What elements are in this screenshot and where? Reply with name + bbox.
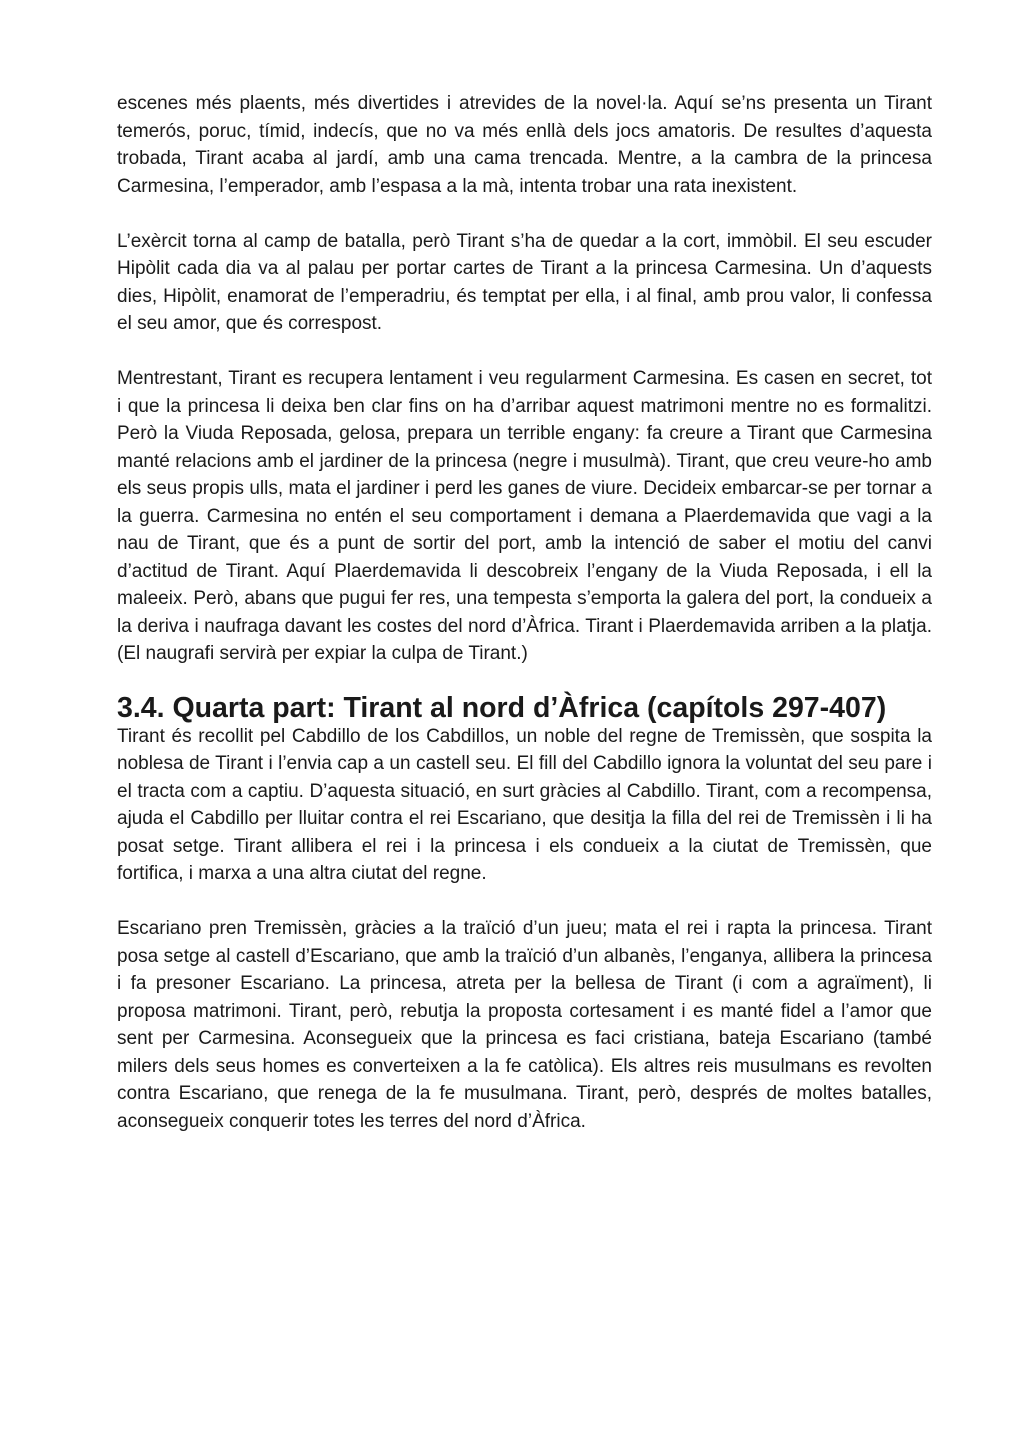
section-heading: 3.4. Quarta part: Tirant al nord d’Àfrica (capítols 297-407) [117, 692, 887, 724]
document-page [117, 90, 932, 1135]
paragraph-army-returns: L’exèrcit torna al camp de batalla, però Tirant s’ha de quedar a la cort, immòbil. El seu escuder Hipòlit cada dia va al palau per portar cartes de Tirant a la princesa Carmesina. Un d’aquests dies, Hipòlit, enamorat de l’emperadriu, és temptat per ella, i al final, amb prou valor, li confessa el seu amor, que és correspost. [117, 230, 932, 334]
paragraph-secret-marriage: Mentrestant, Tirant es recupera lentament i veu regularment Carmesina. Es casen en secret, tot i que la princesa li deixa ben clar fins on ha d’arribar aquest matrimoni mentre no es formalitzi. Però la Viuda Reposada, gelosa, prepara un terrible engany: fa creure a Tirant que Carmesina manté relacions amb el jardiner de la princesa (negre i musulmà). Tirant, que creu veure-ho amb els seus propis ulls, mata el jardiner i perd les ganes de viure. Decideix embarcar-se per tornar a la guerra. Carmesina no entén el seu comportament i demana a Plaerdemavida que vagi a la nau de Tirant, que és a punt de sortir del port, amb la intenció de saber el motiu del canvi d’actitud de Tirant. Aquí Plaerdemavida li descobreix l’engany de la Viuda Reposada, i ell la maleeix. Però, abans que pugui fer res, una tempesta s’emporta la galera del port, la condueix a la deriva i naufraga davant les costes del nord d’Àfrica. Tirant i Plaerdemavida arriben a la platja. (El naugrafi servirà per expiar la culpa de Tirant.) [117, 368, 932, 664]
paragraph-continuation: escenes més plaents, més divertides i atrevides de la novel·la. Aquí se’ns presenta un Tirant temerós, poruc, tímid, indecís, que no va més enllà dels jocs amatoris. De resultes d’aquesta trobada, Tirant acaba al jardí, amb una cama trencada. Mentre, a la cambra de la princesa Carmesina, l’emperador, amb l’espasa a la mà, intenta trobar una rata inexistent. [117, 93, 932, 197]
paragraph-escariano: Escariano pren Tremissèn, gràcies a la traïció d’un jueu; mata el rei i rapta la princesa. Tirant posa setge al castell d’Escariano, que amb la traïció d’un albanès, l’enganya, allibera la princesa i fa presoner Escariano. La princesa, atreta per la bellesa de Tirant (i com a agraïment), li proposa matrimoni. Tirant, però, rebutja la proposta cortesament i es manté fidel a l’amor que sent per Carmesina. Aconsegueix que la princesa es faci cristiana, bateja Escariano (també milers dels seus homes es converteixen a la fe catòlica). Els altres reis musulmans es revolten contra Escariano, que renega de la fe musulmana. Tirant, però, després de moltes batalles, aconsegueix conquerir totes les terres del nord d’Àfrica. [117, 918, 932, 1132]
paragraph-cabdillo: Tirant és recollit pel Cabdillo de los Cabdillos, un noble del regne de Tremissèn, que sospita la noblesa de Tirant i l’envia cap a un castell seu. El fill del Cabdillo ignora la voluntat del seu pare i el tracta com a captiu. D’aquesta situació, en surt gràcies al Cabdillo. Tirant, com a recompensa, ajuda el Cabdillo per lluitar contra el rei Escariano, que desitja la filla del rei de Tremissèn i li ha posat setge. Tirant allibera el rei i la princesa i els condueix a la ciutat de Tremissèn, que fortifica, i marxa a una altra ciutat del regne. [117, 725, 932, 884]
